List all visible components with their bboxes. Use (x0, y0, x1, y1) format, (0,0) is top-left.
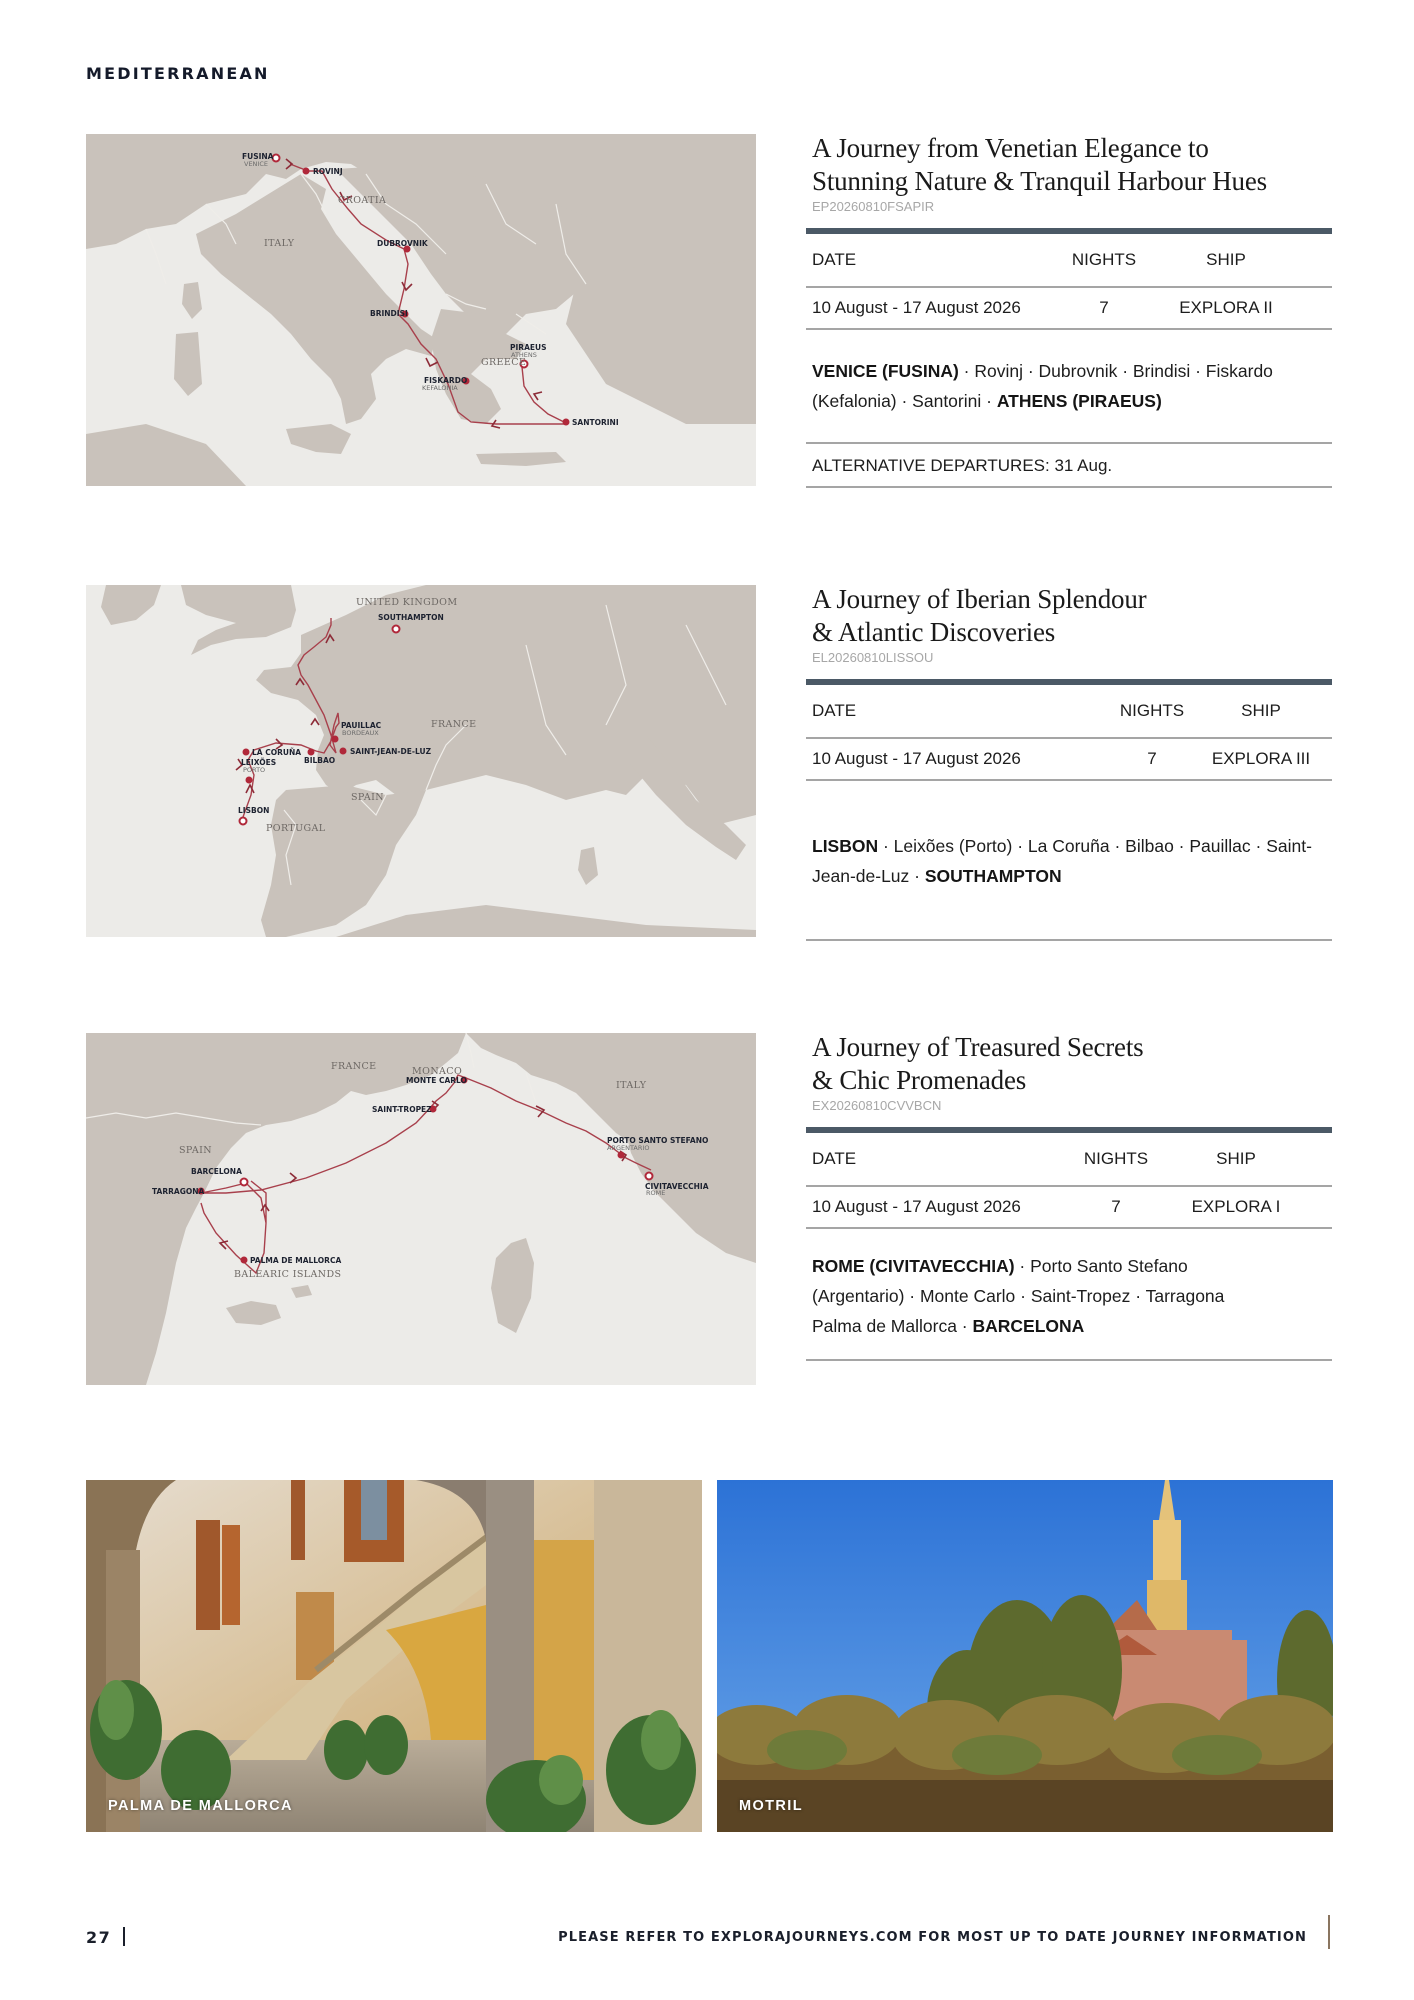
svg-text:SAINT-TROPEZ: SAINT-TROPEZ (372, 1105, 432, 1114)
journey-code: EX20260810CVVBCN (812, 1098, 942, 1113)
svg-text:SANTORINI: SANTORINI (572, 418, 619, 427)
svg-text:ROME: ROME (646, 1189, 666, 1197)
svg-text:LEIXÕES: LEIXÕES (241, 758, 277, 767)
svg-text:PAUILLAC: PAUILLAC (341, 721, 382, 730)
page-number-separator (123, 1927, 125, 1946)
journey-date: 10 August - 17 August 2026 (812, 1197, 1021, 1216)
journey-ship: EXPLORA I (1191, 1197, 1281, 1216)
journey-ship: EXPLORA II (1179, 298, 1273, 317)
section-label: MEDITERRANEAN (86, 64, 270, 83)
map-graphic (86, 585, 756, 937)
port-list (806, 781, 1332, 939)
svg-text:LA CORUÑA: LA CORUÑA (252, 748, 302, 757)
journey-table (806, 234, 1332, 330)
port-embark: LISBON (812, 836, 879, 856)
header-nights: NIGHTS (1083, 1149, 1149, 1168)
header-ship: SHIP (1241, 701, 1281, 720)
svg-text:VENICE: VENICE (244, 160, 268, 168)
svg-text:LISBON: LISBON (238, 806, 270, 815)
divider (806, 939, 1332, 941)
port-embark: VENICE (FUSINA) (812, 361, 959, 381)
journey-table (806, 685, 1332, 781)
table-header-row (806, 234, 1332, 288)
svg-text:ITALY: ITALY (264, 238, 295, 249)
header-ship: SHIP (1206, 250, 1246, 269)
photo-motril (717, 1480, 1333, 1832)
photo-palma-de-mallorca (86, 1480, 702, 1832)
journey-code: EP20260810FSAPIR (812, 199, 935, 214)
svg-text:FRANCE: FRANCE (331, 1061, 377, 1072)
svg-text:PIRAEUS: PIRAEUS (510, 343, 547, 352)
journey-code: EL20260810LISSOU (812, 650, 934, 665)
courtyard-image (86, 1480, 702, 1832)
table-header-row (806, 1133, 1332, 1187)
alternative-departures: ALTERNATIVE DEPARTURES: 31 Aug. (806, 444, 1332, 488)
header-nights: NIGHTS (1119, 701, 1185, 720)
header-date: DATE (812, 1149, 857, 1168)
port-disembark: SOUTHAMPTON (924, 866, 1062, 886)
svg-text:ARGENTARIO: ARGENTARIO (607, 1144, 650, 1152)
page-number: 27 (86, 1928, 112, 1947)
port-list (806, 330, 1332, 442)
photo-caption: PALMA DE MALLORCA (108, 1798, 293, 1814)
svg-text:PALMA DE MALLORCA: PALMA DE MALLORCA (250, 1256, 342, 1265)
svg-text:SAINT-JEAN-DE-LUZ: SAINT-JEAN-DE-LUZ (350, 747, 432, 756)
table-row (806, 739, 1332, 781)
svg-text:BRINDISI: BRINDISI (370, 309, 408, 318)
journey-date: 10 August - 17 August 2026 (812, 298, 1021, 317)
journey-card-1 (806, 132, 1332, 488)
svg-text:FISKARDO: FISKARDO (424, 376, 468, 385)
svg-text:UNITED KINGDOM: UNITED KINGDOM (356, 597, 458, 608)
svg-text:SPAIN: SPAIN (351, 792, 384, 803)
port-middle: · Rovinj · Dubrovnik · Brindisi · Fiskardo (Kefalonia) · Santorini · (812, 361, 1273, 411)
svg-text:FRANCE: FRANCE (431, 719, 477, 730)
svg-text:TARRAGONA: TARRAGONA (152, 1187, 205, 1196)
header-nights: NIGHTS (1071, 250, 1137, 269)
route-map-rome-barcelona (86, 1033, 756, 1385)
port-embark: ROME (CIVITAVECCHIA) (812, 1256, 1015, 1276)
route-map-lisbon-southampton (86, 585, 756, 937)
svg-text:BARCELONA: BARCELONA (191, 1167, 242, 1176)
svg-text:KEFALONIA: KEFALONIA (422, 384, 458, 392)
photo-caption: MOTRIL (739, 1798, 803, 1814)
divider (806, 1359, 1332, 1361)
route-map-venice-athens (86, 134, 756, 486)
svg-text:PORTUGAL: PORTUGAL (266, 823, 326, 834)
port-disembark: ATHENS (PIRAEUS) (996, 391, 1162, 411)
header-ship: SHIP (1216, 1149, 1256, 1168)
journey-title: A Journey from Venetian Elegance to Stunning Nature & Tranquil Harbour Hues (812, 133, 1267, 196)
journey-nights: 7 (1099, 298, 1109, 317)
svg-text:PORTO: PORTO (243, 766, 266, 774)
svg-text:GREECE: GREECE (481, 357, 527, 368)
journey-title: A Journey of Iberian Splendour & Atlantic Discoveries (812, 584, 1147, 647)
map-graphic (86, 1033, 756, 1385)
church-image (717, 1480, 1333, 1832)
svg-text:DUBROVNIK: DUBROVNIK (377, 239, 428, 248)
journey-card-2 (806, 583, 1332, 941)
svg-text:ITALY: ITALY (616, 1080, 647, 1091)
svg-text:CIVITAVECCHIA: CIVITAVECCHIA (645, 1182, 709, 1191)
map-label-fusina: FUSINA (242, 152, 274, 161)
svg-text:ATHENS: ATHENS (511, 351, 537, 359)
port-disembark: BARCELONA (972, 1316, 1085, 1336)
svg-text:ROVINJ: ROVINJ (313, 167, 343, 176)
header-date: DATE (812, 250, 857, 269)
port-list: ROME (CIVITAVECCHIA) · Porto Santo Stefano (Argentario) · Monte Carlo · Saint-Tropez · Tarragona Palma de Mallorca · BARCELONA (812, 1256, 1225, 1336)
svg-text:SOUTHAMPTON: SOUTHAMPTON (378, 613, 444, 622)
table-row (806, 288, 1332, 330)
footer-note: PLEASE REFER TO EXPLORAJOURNEYS.COM FOR MOST UP TO DATE JOURNEY INFORMATION (558, 1930, 1307, 1945)
table-header-row (806, 685, 1332, 739)
svg-text:CROATIA: CROATIA (338, 195, 387, 206)
footer-accent-rule (1328, 1915, 1330, 1949)
journey-table (806, 1133, 1332, 1229)
table-row (806, 1187, 1332, 1229)
journey-nights: 7 (1111, 1197, 1121, 1216)
port-middle: · Leixões (Porto) · La Coruña · Bilbao · Pauillac · Saint-Jean-de-Luz · (812, 836, 1312, 886)
svg-text:MONACO: MONACO (412, 1066, 463, 1077)
header-date: DATE (812, 701, 857, 720)
svg-text:SPAIN: SPAIN (179, 1145, 212, 1156)
journey-card-3 (806, 1031, 1332, 1361)
map-graphic (86, 134, 756, 486)
svg-text:BILBAO: BILBAO (304, 756, 336, 765)
journey-date: 10 August - 17 August 2026 (812, 749, 1021, 768)
journey-title: A Journey of Treasured Secrets & Chic Promenades (812, 1032, 1144, 1095)
svg-text:PORTO SANTO STEFANO: PORTO SANTO STEFANO (607, 1136, 709, 1145)
svg-text:BORDEAUX: BORDEAUX (342, 729, 379, 737)
journey-ship: EXPLORA III (1211, 749, 1311, 768)
svg-text:MONTE CARLO: MONTE CARLO (406, 1076, 467, 1085)
svg-text:BALEARIC ISLANDS: BALEARIC ISLANDS (234, 1269, 342, 1280)
journey-nights: 7 (1147, 749, 1157, 768)
